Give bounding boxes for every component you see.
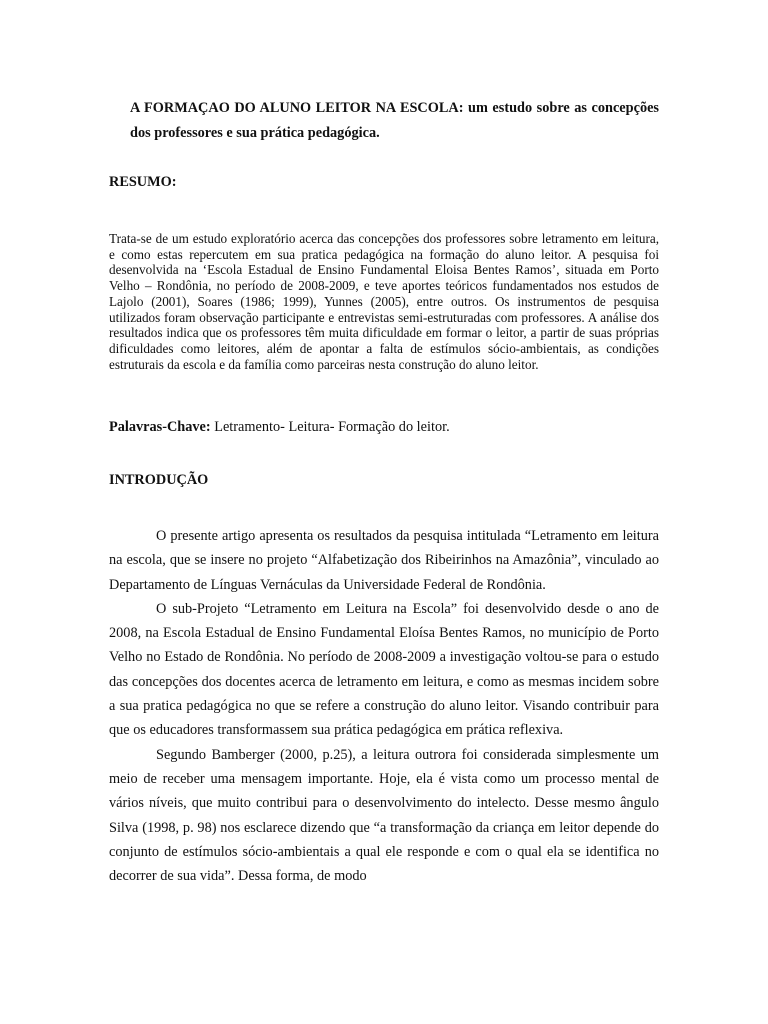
paragraph-3: Segundo Bamberger (2000, p.25), a leitura outrora foi considerada simplesmente um meio de receber uma mensagem importante. Hoje, ela é vista como um processo mental de vários níveis, que muito contribui para o desenvolvimento do intelecto. Desse mesmo ângulo Silva (1998, p. 98) nos esclarece dizendo que “a transformação da criança em leitor depende do conjunto de estímulos sócio-ambientais a qual ele responde e com o qual ela se identifica no decorrer de sua vida”. Dessa forma, de modo (109, 746, 659, 885)
abstract-text: Trata-se de um estudo exploratório acerca das concepções dos professores sobre letramento em leitura, e como estas repercutem em sua pratica pedagógica na formação do aluno leitor. A pesquisa foi desenvolvida na ‘Escola Estadual de Ensino Fundamental Eloisa Bentes Ramos’, situada em Porto Velho – Rondônia, no período de 2008-2009, e teve aportes teóricos fundamentados nos estudos de Lajolo (2001), Soares (1986; 1999), Yunnes (2005), entre outros. Os instrumentos de pesquisa utilizados foram observação participante e entrevistas semi-estruturadas com professores. A análise dos resultados indica que os professores têm muita dificuldade em formar o leitor, a partir de suas próprias dificuldades como leitores, além de apontar a falta de estímulos sócio-ambientais, as condições estruturais da escola e da família como parceiras nesta construção do aluno leitor. (109, 231, 659, 372)
keywords-value: Letramento- Leitura- Formação do leitor. (210, 419, 450, 435)
resumo-heading: RESUMO: (109, 174, 177, 190)
introduction-heading: INTRODUÇÃO (109, 472, 209, 488)
paragraph-1: O presente artigo apresenta os resultados da pesquisa intitulada “Letramento em leitura na escola, que se insere no projeto “Alfabetização dos Ribeirinhos na Amazônia”, vinculado ao Departamento de Línguas Vernáculas da Universidade Federal de Rondônia. (109, 528, 659, 593)
keywords-label: Palavras-Chave: (109, 419, 211, 435)
paragraph-2: O sub-Projeto “Letramento em Leitura na Escola” foi desenvolvido desde o ano de 2008, na Escola Estadual de Ensino Fundamental Eloísa Bentes Ramos, no município de Porto Velho no Estado de Rondônia. No período de 2008-2009 a investigação voltou-se para o estudo das concepções dos docentes acerca de letramento em leitura, e como as mesmas incidem sobre a sua pratica pedagógica no que se refere a construção do aluno leitor. Visando contribuir para que os educadores transformassem sua prática pedagógica em prática reflexiva. (109, 600, 659, 739)
document-page (109, 96, 659, 885)
introduction-body (109, 524, 659, 888)
document-title: A FORMAÇAO DO ALUNO LEITOR NA ESCOLA: um estudo sobre as concepções dos professores e sua prática pedagógica. (130, 100, 659, 141)
keywords-line (109, 419, 659, 436)
